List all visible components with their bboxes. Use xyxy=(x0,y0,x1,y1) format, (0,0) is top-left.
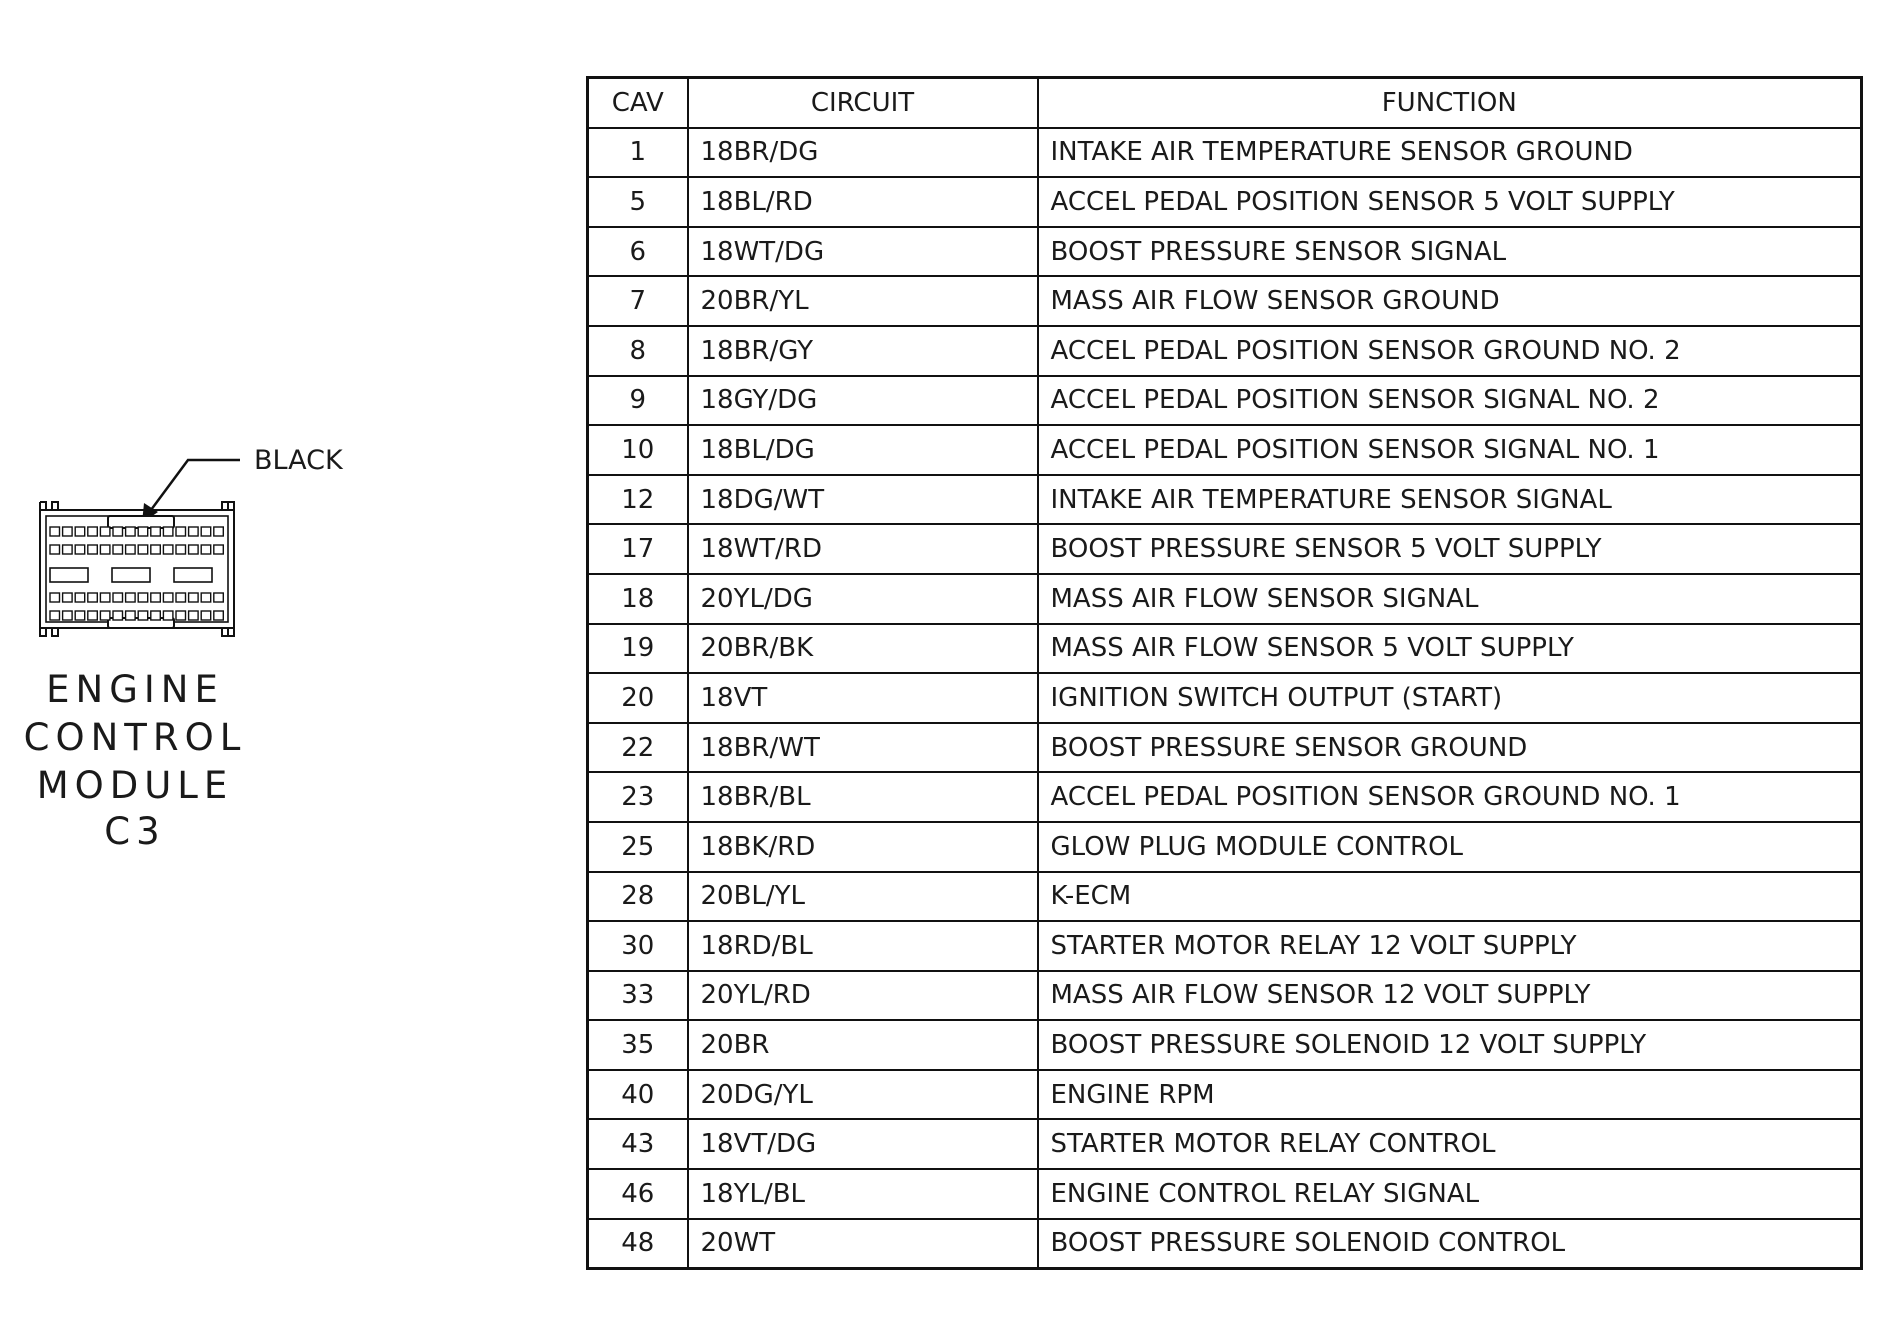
terminal-cavity xyxy=(126,527,136,536)
function-cell: ACCEL PEDAL POSITION SENSOR 5 VOLT SUPPLY xyxy=(1038,177,1862,227)
terminal-cavity xyxy=(201,611,211,620)
header-circuit: CIRCUIT xyxy=(688,78,1038,128)
terminal-cavity xyxy=(63,527,73,536)
center-slot xyxy=(50,568,88,582)
terminal-cavity xyxy=(50,527,60,536)
table-row xyxy=(588,1070,1862,1120)
circuit-cell: 18GY/DG xyxy=(688,376,1038,426)
terminal-cavity xyxy=(75,593,85,602)
circuit-cell: 18WT/RD xyxy=(688,524,1038,574)
cav-cell: 12 xyxy=(588,475,688,525)
circuit-cell: 18RD/BL xyxy=(688,921,1038,971)
terminal-cavity xyxy=(100,545,110,554)
terminal-cavity xyxy=(126,611,136,620)
terminal-cavity xyxy=(163,527,173,536)
terminal-cavity xyxy=(113,527,123,536)
circuit-cell: 18BL/RD xyxy=(688,177,1038,227)
cav-cell: 20 xyxy=(588,673,688,723)
table-row xyxy=(588,376,1862,426)
function-cell: INTAKE AIR TEMPERATURE SENSOR SIGNAL xyxy=(1038,475,1862,525)
module-title-line-3: MODULE xyxy=(36,764,234,807)
terminal-cavity xyxy=(100,593,110,602)
terminal-cavity xyxy=(189,593,199,602)
function-cell: MASS AIR FLOW SENSOR SIGNAL xyxy=(1038,574,1862,624)
terminal-cavity xyxy=(151,527,161,536)
circuit-cell: 18BK/RD xyxy=(688,822,1038,872)
terminal-cavity xyxy=(63,611,73,620)
circuit-cell: 18VT/DG xyxy=(688,1119,1038,1169)
table-row xyxy=(588,971,1862,1021)
terminal-cavity xyxy=(50,593,60,602)
terminal-cavity xyxy=(138,593,148,602)
terminal-cavity xyxy=(189,545,199,554)
terminal-cavity xyxy=(138,527,148,536)
function-cell: ACCEL PEDAL POSITION SENSOR GROUND NO. 2 xyxy=(1038,326,1862,376)
cav-cell: 35 xyxy=(588,1020,688,1070)
cav-cell: 30 xyxy=(588,921,688,971)
terminal-cavity xyxy=(50,545,60,554)
terminal-cavity xyxy=(163,593,173,602)
function-cell: BOOST PRESSURE SOLENOID CONTROL xyxy=(1038,1219,1862,1269)
cav-cell: 33 xyxy=(588,971,688,1021)
table-row xyxy=(588,177,1862,227)
table-row xyxy=(588,1219,1862,1269)
table-row xyxy=(588,1119,1862,1169)
table-row xyxy=(588,128,1862,178)
terminal-cavity xyxy=(163,611,173,620)
terminal-cavity xyxy=(100,527,110,536)
table-header-row xyxy=(588,78,1862,128)
function-cell: BOOST PRESSURE SOLENOID 12 VOLT SUPPLY xyxy=(1038,1020,1862,1070)
header-cav: CAV xyxy=(588,78,688,128)
terminal-cavity xyxy=(126,593,136,602)
terminal-cavity xyxy=(176,527,186,536)
function-cell: ACCEL PEDAL POSITION SENSOR GROUND NO. 1 xyxy=(1038,772,1862,822)
table-row xyxy=(588,723,1862,773)
terminal-cavity xyxy=(151,593,161,602)
function-cell: STARTER MOTOR RELAY 12 VOLT SUPPLY xyxy=(1038,921,1862,971)
cav-cell: 18 xyxy=(588,574,688,624)
terminal-cavity xyxy=(88,545,98,554)
center-slot xyxy=(174,568,212,582)
cav-cell: 10 xyxy=(588,425,688,475)
cav-cell: 17 xyxy=(588,524,688,574)
table-row xyxy=(588,1169,1862,1219)
terminal-cavity xyxy=(176,545,186,554)
function-cell: MASS AIR FLOW SENSOR 5 VOLT SUPPLY xyxy=(1038,624,1862,674)
terminal-cavity xyxy=(201,593,211,602)
terminal-cavity xyxy=(201,527,211,536)
terminal-cavity xyxy=(151,611,161,620)
terminal-cavity xyxy=(176,611,186,620)
cav-cell: 23 xyxy=(588,772,688,822)
function-cell: BOOST PRESSURE SENSOR GROUND xyxy=(1038,723,1862,773)
center-slot xyxy=(112,568,150,582)
cav-cell: 6 xyxy=(588,227,688,277)
circuit-cell: 18DG/WT xyxy=(688,475,1038,525)
cav-cell: 48 xyxy=(588,1219,688,1269)
circuit-cell: 20BR/BK xyxy=(688,624,1038,674)
terminal-cavity xyxy=(176,593,186,602)
table-row xyxy=(588,673,1862,723)
terminal-cavity xyxy=(126,545,136,554)
cav-cell: 43 xyxy=(588,1119,688,1169)
circuit-cell: 20BR/YL xyxy=(688,276,1038,326)
function-cell: MASS AIR FLOW SENSOR GROUND xyxy=(1038,276,1862,326)
function-cell: ACCEL PEDAL POSITION SENSOR SIGNAL NO. 2 xyxy=(1038,376,1862,426)
cav-cell: 7 xyxy=(588,276,688,326)
cav-cell: 22 xyxy=(588,723,688,773)
terminal-cavity xyxy=(88,593,98,602)
circuit-cell: 18YL/BL xyxy=(688,1169,1038,1219)
terminal-cavity xyxy=(75,527,85,536)
terminal-cavity xyxy=(113,545,123,554)
terminal-cavity xyxy=(113,611,123,620)
terminal-cavity xyxy=(63,593,73,602)
function-cell: IGNITION SWITCH OUTPUT (START) xyxy=(1038,673,1862,723)
circuit-cell: 20WT xyxy=(688,1219,1038,1269)
connector-color-label: BLACK xyxy=(254,445,343,476)
table-row xyxy=(588,772,1862,822)
terminal-cavity xyxy=(189,527,199,536)
function-cell: ENGINE RPM xyxy=(1038,1070,1862,1120)
cav-cell: 25 xyxy=(588,822,688,872)
circuit-cell: 18WT/DG xyxy=(688,227,1038,277)
terminal-cavity xyxy=(189,611,199,620)
circuit-cell: 20BR xyxy=(688,1020,1038,1070)
leader-line xyxy=(148,460,240,514)
terminal-cavity xyxy=(214,527,224,536)
cav-cell: 28 xyxy=(588,872,688,922)
table-row xyxy=(588,872,1862,922)
circuit-cell: 18VT xyxy=(688,673,1038,723)
cav-cell: 46 xyxy=(588,1169,688,1219)
circuit-cell: 18BR/BL xyxy=(688,772,1038,822)
terminal-cavity xyxy=(75,545,85,554)
table-row xyxy=(588,425,1862,475)
module-title-line-4: C3 xyxy=(104,810,166,853)
terminal-cavity xyxy=(50,611,60,620)
table-row xyxy=(588,1020,1862,1070)
cav-cell: 40 xyxy=(588,1070,688,1120)
cav-cell: 5 xyxy=(588,177,688,227)
terminal-cavity xyxy=(113,593,123,602)
table-row xyxy=(588,624,1862,674)
function-cell: ACCEL PEDAL POSITION SENSOR SIGNAL NO. 1 xyxy=(1038,425,1862,475)
function-cell: STARTER MOTOR RELAY CONTROL xyxy=(1038,1119,1862,1169)
pinout-table xyxy=(586,76,1863,1270)
table-row xyxy=(588,475,1862,525)
circuit-cell: 18BR/GY xyxy=(688,326,1038,376)
terminal-cavity xyxy=(75,611,85,620)
terminal-cavity xyxy=(88,611,98,620)
function-cell: ENGINE CONTROL RELAY SIGNAL xyxy=(1038,1169,1862,1219)
table-row xyxy=(588,326,1862,376)
table-row xyxy=(588,921,1862,971)
circuit-cell: 18BR/WT xyxy=(688,723,1038,773)
circuit-cell: 20YL/RD xyxy=(688,971,1038,1021)
locking-tab xyxy=(108,516,174,528)
terminal-cavity xyxy=(214,545,224,554)
terminal-cavity xyxy=(100,611,110,620)
cav-cell: 19 xyxy=(588,624,688,674)
terminal-cavity xyxy=(163,545,173,554)
header-function: FUNCTION xyxy=(1038,78,1862,128)
terminal-cavity xyxy=(138,545,148,554)
function-cell: GLOW PLUG MODULE CONTROL xyxy=(1038,822,1862,872)
circuit-cell: 20BL/YL xyxy=(688,872,1038,922)
terminal-cavity xyxy=(214,593,224,602)
module-title-line-1: ENGINE xyxy=(46,668,224,711)
function-cell: MASS AIR FLOW SENSOR 12 VOLT SUPPLY xyxy=(1038,971,1862,1021)
table-row xyxy=(588,574,1862,624)
circuit-cell: 20DG/YL xyxy=(688,1070,1038,1120)
function-cell: BOOST PRESSURE SENSOR SIGNAL xyxy=(1038,227,1862,277)
table-row xyxy=(588,524,1862,574)
table-row xyxy=(588,227,1862,277)
function-cell: K-ECM xyxy=(1038,872,1862,922)
terminal-cavity xyxy=(214,611,224,620)
cav-cell: 9 xyxy=(588,376,688,426)
terminal-cavity xyxy=(88,527,98,536)
function-cell: INTAKE AIR TEMPERATURE SENSOR GROUND xyxy=(1038,128,1862,178)
terminal-cavity xyxy=(151,545,161,554)
terminal-cavity xyxy=(63,545,73,554)
circuit-cell: 18BL/DG xyxy=(688,425,1038,475)
terminal-cavity xyxy=(138,611,148,620)
cav-cell: 8 xyxy=(588,326,688,376)
circuit-cell: 20YL/DG xyxy=(688,574,1038,624)
table-row xyxy=(588,276,1862,326)
cav-cell: 1 xyxy=(588,128,688,178)
circuit-cell: 18BR/DG xyxy=(688,128,1038,178)
terminal-cavity xyxy=(201,545,211,554)
function-cell: BOOST PRESSURE SENSOR 5 VOLT SUPPLY xyxy=(1038,524,1862,574)
table-row xyxy=(588,822,1862,872)
module-title-line-2: CONTROL xyxy=(23,716,247,759)
